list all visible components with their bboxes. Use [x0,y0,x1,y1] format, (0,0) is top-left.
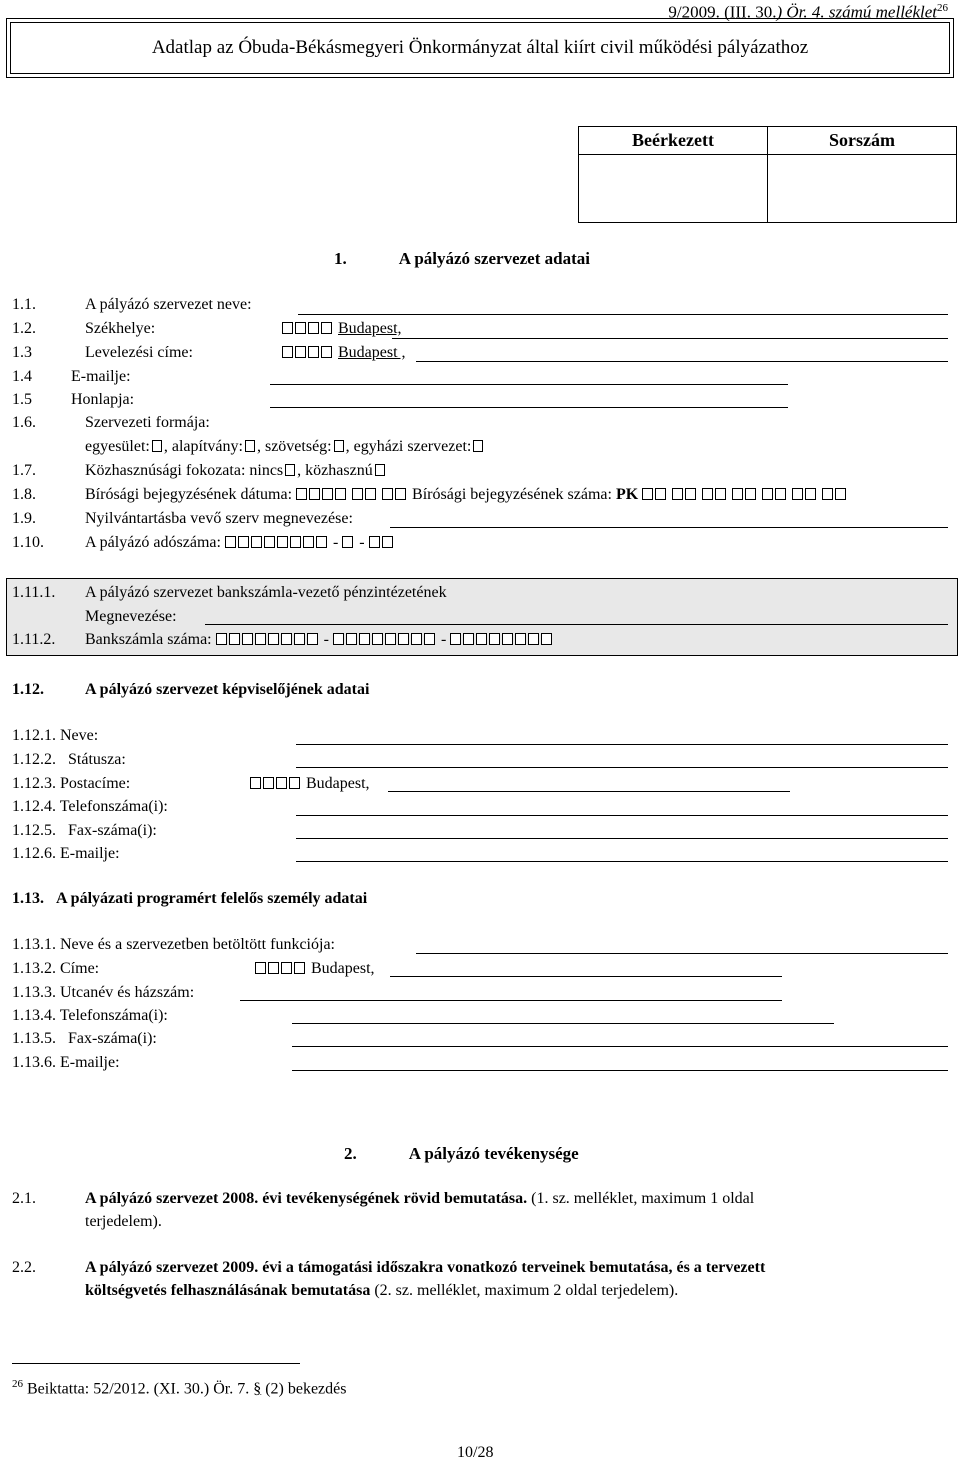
org-form-options [85,438,485,456]
rep-row [12,798,168,816]
row-label: E-mailje: [60,845,120,862]
row-num: 1.4 [12,368,32,385]
row-num: 1.7. [12,462,36,479]
row-label: Neve: [60,727,99,744]
title-box [6,18,954,78]
bank-account [85,631,554,649]
row-label: A pályázó szervezet neve: [85,296,252,313]
row-label-2: Bírósági bejegyzésének száma: [412,486,612,503]
city: Budapest, [306,775,370,792]
date-boxes[interactable] [296,486,408,503]
serial-header: Sorszám [768,127,957,155]
rep-row [12,751,126,769]
row-label: Bírósági bejegyzésének dátuma: [85,486,293,503]
checkbox-none[interactable] [285,464,295,476]
section2-num: 2. [344,1144,357,1163]
section1-title: A pályázó szervezet adatai [398,249,590,268]
rep-row [12,822,157,840]
row-label: Státusza: [68,751,126,768]
row-num: 1.13.2. [12,960,56,977]
rep-fax-field[interactable] [296,838,948,839]
page-number: 10/28 [457,1444,494,1461]
prog-zip[interactable] [255,960,375,978]
row-num: 1.13.4. [12,1007,56,1024]
prog-email-field[interactable] [292,1070,948,1071]
bank-name-field[interactable] [205,624,948,625]
prog-row [12,1030,157,1048]
dash: - [440,631,447,648]
city: Budapest, [338,320,402,337]
rep-email-field[interactable] [296,861,948,862]
row-label: Szervezeti formája: [85,414,210,431]
row-num: 1.8. [12,486,36,503]
row-label: Telefonszáma(i): [59,798,168,815]
header-ref-italic: ) Ör. 4. számú melléklet [776,2,937,22]
footnote-para: § [253,1380,262,1398]
para-2-1-line2: terjedelem). [85,1213,162,1230]
para-rest: (1. sz. melléklet, maximum 1 oldal [527,1190,755,1207]
header-ref: 9/2009. (III. 30. [668,2,777,22]
email-field[interactable] [270,384,788,385]
row-num: 1.12.3. [12,775,56,792]
row-label: Közhasznúsági fokozata: nincs [85,462,284,479]
row-label: Székhelye: [85,320,156,337]
row-label: Telefonszáma(i): [59,1007,168,1024]
row-label: Utcanév és házszám: [60,984,195,1001]
row-num: 1.13.6. [12,1054,56,1071]
header-footnote-mark: 26 [937,2,948,14]
rep-phone-field[interactable] [296,815,948,816]
row-label: Honlapja: [71,391,135,408]
dash: - [323,631,329,648]
rep-status-field[interactable] [296,767,948,768]
footnote-mark: 26 [12,1378,23,1390]
website-field[interactable] [270,407,788,408]
checkbox-association[interactable] [152,440,162,452]
row-label: Címe: [60,960,100,977]
row-num: 1.13.1. [12,936,56,953]
zip-boxes[interactable] [282,344,406,362]
row-num: 1.5 [12,391,32,408]
city: Budapest , [338,344,406,361]
mail-address-field[interactable] [416,361,948,362]
prog-row [12,1007,168,1025]
footnote [12,1378,346,1398]
row-num: 1.13.3. [12,984,56,1001]
prog-heading-title: A pályázati programért felelős személy adatai [56,890,368,907]
checkbox-church[interactable] [473,440,483,452]
public-benefit [85,462,387,480]
opt-federation: , szövetség: [256,438,332,455]
court-registration [85,486,848,504]
row-label: Fax-száma(i): [68,822,157,839]
prog-row [12,960,99,978]
serial-cell[interactable] [768,155,957,223]
row-label: Postacíme: [60,775,131,792]
rep-heading-title: A pályázó szervezet képviselőjének adatai [85,681,370,698]
dash: - [332,534,339,551]
section1-heading [334,249,590,269]
opt-association: egyesület: [85,438,150,455]
prog-row [12,984,194,1002]
row-label: E-mailje: [71,368,131,385]
row-num: 1.12.4. [12,798,56,815]
rep-row [12,775,130,793]
para-rest: (2. sz. melléklet, maximum 2 oldal terjedelem). [370,1282,679,1299]
row-num: 1.11.2. [12,631,56,648]
name-field[interactable] [298,314,948,315]
prog-heading [12,890,367,908]
rep-heading-num: 1.12. [12,681,44,698]
receipt-table [578,126,957,223]
row-num: 1.10. [12,534,44,551]
account-boxes[interactable] [216,631,555,648]
dash: - [359,534,365,551]
row-num: 1.2. [12,320,36,337]
prog-name-field[interactable] [416,953,948,954]
received-header: Beérkezett [579,127,768,155]
rep-postal-field[interactable] [388,791,790,792]
seat-field[interactable] [392,338,948,339]
prog-row [12,1054,120,1072]
prog-heading-num: 1.13. [12,890,44,907]
row-num: 1.6. [12,414,36,431]
prog-address-field[interactable] [390,976,782,977]
tax-number [85,534,395,552]
row-label: Fax-száma(i): [68,1030,157,1047]
para-bold: A pályázó szervezet 2009. évi a támogatási időszakra vonatkozó terveinek bemutatása, és a tervezett [85,1259,766,1276]
pk-boxes[interactable] [642,486,848,503]
checkbox-public-benefit[interactable] [375,464,385,476]
prog-fax-field[interactable] [292,1046,948,1047]
row-label: Neve és a szervezetben betöltött funkciója: [60,936,335,953]
opt-public-benefit: , közhasznú [297,462,373,479]
para-2-2-line2 [85,1282,678,1300]
row-label: E-mailje: [60,1054,120,1071]
row-num: 1.1. [12,296,36,313]
footnote-text: Beiktatta: 52/2012. (XI. 30.) Ör. 7. [27,1380,250,1398]
row-label: Levelezési címe: [85,344,193,361]
checkbox-foundation[interactable] [245,440,255,452]
section1-num: 1. [334,249,347,268]
section2-title: A pályázó tevékenysége [408,1144,579,1163]
checkbox-federation[interactable] [334,440,344,452]
opt-foundation: , alapítvány: [163,438,243,455]
row-label: Bankszámla száma: [85,631,212,648]
received-cell[interactable] [579,155,768,223]
prog-street-field[interactable] [240,1000,782,1001]
rep-name-field[interactable] [296,744,948,745]
bank-name-label: Megnevezése: [85,608,177,625]
para-num: 2.1. [12,1190,36,1207]
city: Budapest, [311,960,375,977]
row-num: 1.12.1. [12,727,56,744]
opt-church: , egyházi szervezet: [345,438,472,455]
rep-zip[interactable] [250,775,370,793]
footnote-divider [12,1363,300,1364]
row-label: A pályázó szervezet bankszámla-vezető pénzintézetének [85,584,447,601]
section2-heading [344,1144,579,1164]
prog-row [12,936,335,954]
para-num: 2.2. [12,1259,36,1276]
para-bold-2: költségvetés felhasználásának bemutatása [85,1282,371,1299]
row-num: 1.3 [12,344,32,361]
row-label: A pályázó adószáma: [85,534,221,551]
rep-row [12,845,120,863]
registry-field[interactable] [390,527,948,528]
prog-phone-field[interactable] [292,1023,834,1024]
row-label: Nyilvántartásba vevő szerv megnevezése: [85,510,353,527]
para-bold: A pályázó szervezet 2008. évi tevékenységének rövid bemutatása. [85,1190,528,1207]
tax-boxes[interactable] [225,534,395,551]
footnote-rest: (2) bekezdés [261,1380,347,1398]
rep-row [12,727,98,745]
row-num: 1.12.6. [12,845,56,862]
pk-label: PK [615,486,639,503]
row-num: 1.12.5. [12,822,56,839]
zip-boxes[interactable] [282,320,402,338]
row-num: 1.9. [12,510,36,527]
row-num: 1.12.2. [12,751,56,768]
row-num: 1.13.5. [12,1030,56,1047]
row-num: 1.11.1. [12,584,56,601]
page-title: Adatlap az Óbuda-Békásmegyeri Önkormányzat által kiírt civil működési pályázathoz [10,22,950,74]
